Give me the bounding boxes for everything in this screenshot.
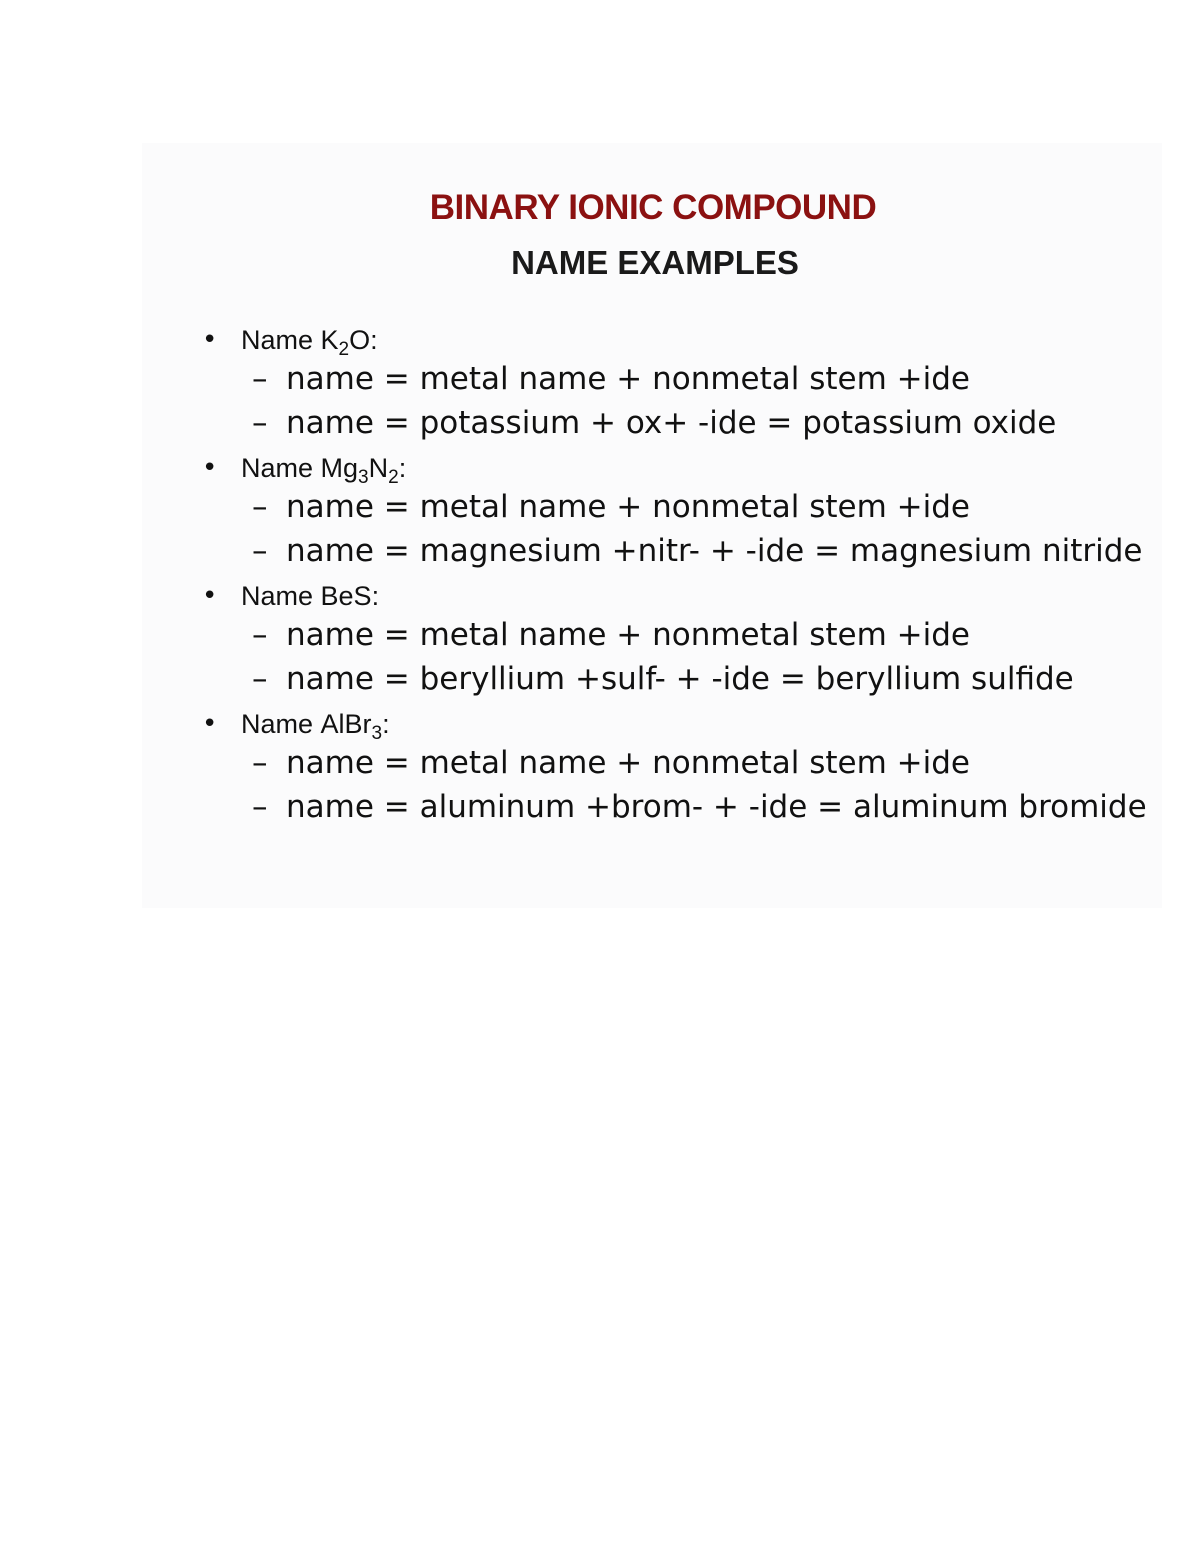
page-subtitle: NAME EXAMPLES <box>511 244 799 281</box>
answer-line <box>252 405 1056 441</box>
answer-line <box>252 489 970 525</box>
answer-line <box>252 361 970 397</box>
dash-marker: – <box>252 789 268 825</box>
question-prefix: Name <box>241 709 321 739</box>
formula-element: O <box>349 325 371 355</box>
example-question <box>241 325 378 360</box>
answer-text: name = metal name + nonmetal stem +ide <box>286 489 970 525</box>
formula-subscript: 3 <box>358 467 369 488</box>
dash-marker: – <box>252 617 268 653</box>
answer-line <box>252 617 970 653</box>
formula-element: K <box>320 325 339 355</box>
answer-text: name = metal name + nonmetal stem +ide <box>286 361 970 397</box>
formula-subscript: 2 <box>338 339 350 360</box>
answer-text: name = beryllium +sulf- + -ide = beryllium sulfide <box>286 661 1074 697</box>
page-title: BINARY IONIC COMPOUND <box>429 188 877 227</box>
answer-text: name = metal name + nonmetal stem +ide <box>286 745 970 781</box>
question-suffix: : <box>382 709 390 739</box>
formula-subscript: 2 <box>388 467 399 488</box>
example-question <box>241 709 390 744</box>
bullet-marker: • <box>202 325 218 355</box>
formula-element: BeS <box>320 581 372 611</box>
formula-element: Mg <box>320 453 359 483</box>
dash-marker: – <box>252 661 268 697</box>
question-prefix: Name <box>241 325 321 355</box>
example-question <box>241 453 407 488</box>
answer-line <box>252 789 1147 825</box>
question-suffix: : <box>371 581 380 611</box>
bullet-marker: • <box>202 453 218 483</box>
dash-marker: – <box>252 745 268 781</box>
dash-marker: – <box>252 533 268 569</box>
answer-text: name = aluminum +brom- + -ide = aluminum bromide <box>286 789 1147 825</box>
answer-text: name = magnesium +nitr- + -ide = magnesium nitride <box>286 533 1143 569</box>
dash-marker: – <box>252 489 268 525</box>
bullet-marker: • <box>202 709 218 739</box>
question-prefix: Name <box>241 453 321 483</box>
bullet-marker: • <box>202 581 218 611</box>
formula-subscript: 3 <box>371 723 383 744</box>
dash-marker: – <box>252 361 268 397</box>
answer-line <box>252 661 1074 697</box>
dash-marker: – <box>252 405 268 441</box>
formula-element: N <box>368 453 389 483</box>
question-prefix: Name <box>241 581 321 611</box>
formula-element: AlBr <box>320 709 372 739</box>
answer-line <box>252 745 970 781</box>
answer-text: name = potassium + ox+ -ide = potassium oxide <box>286 405 1057 441</box>
question-suffix: : <box>398 453 407 483</box>
example-question <box>241 581 379 611</box>
answer-line <box>252 533 1142 569</box>
question-suffix: : <box>370 325 378 355</box>
answer-text: name = metal name + nonmetal stem +ide <box>286 617 970 653</box>
